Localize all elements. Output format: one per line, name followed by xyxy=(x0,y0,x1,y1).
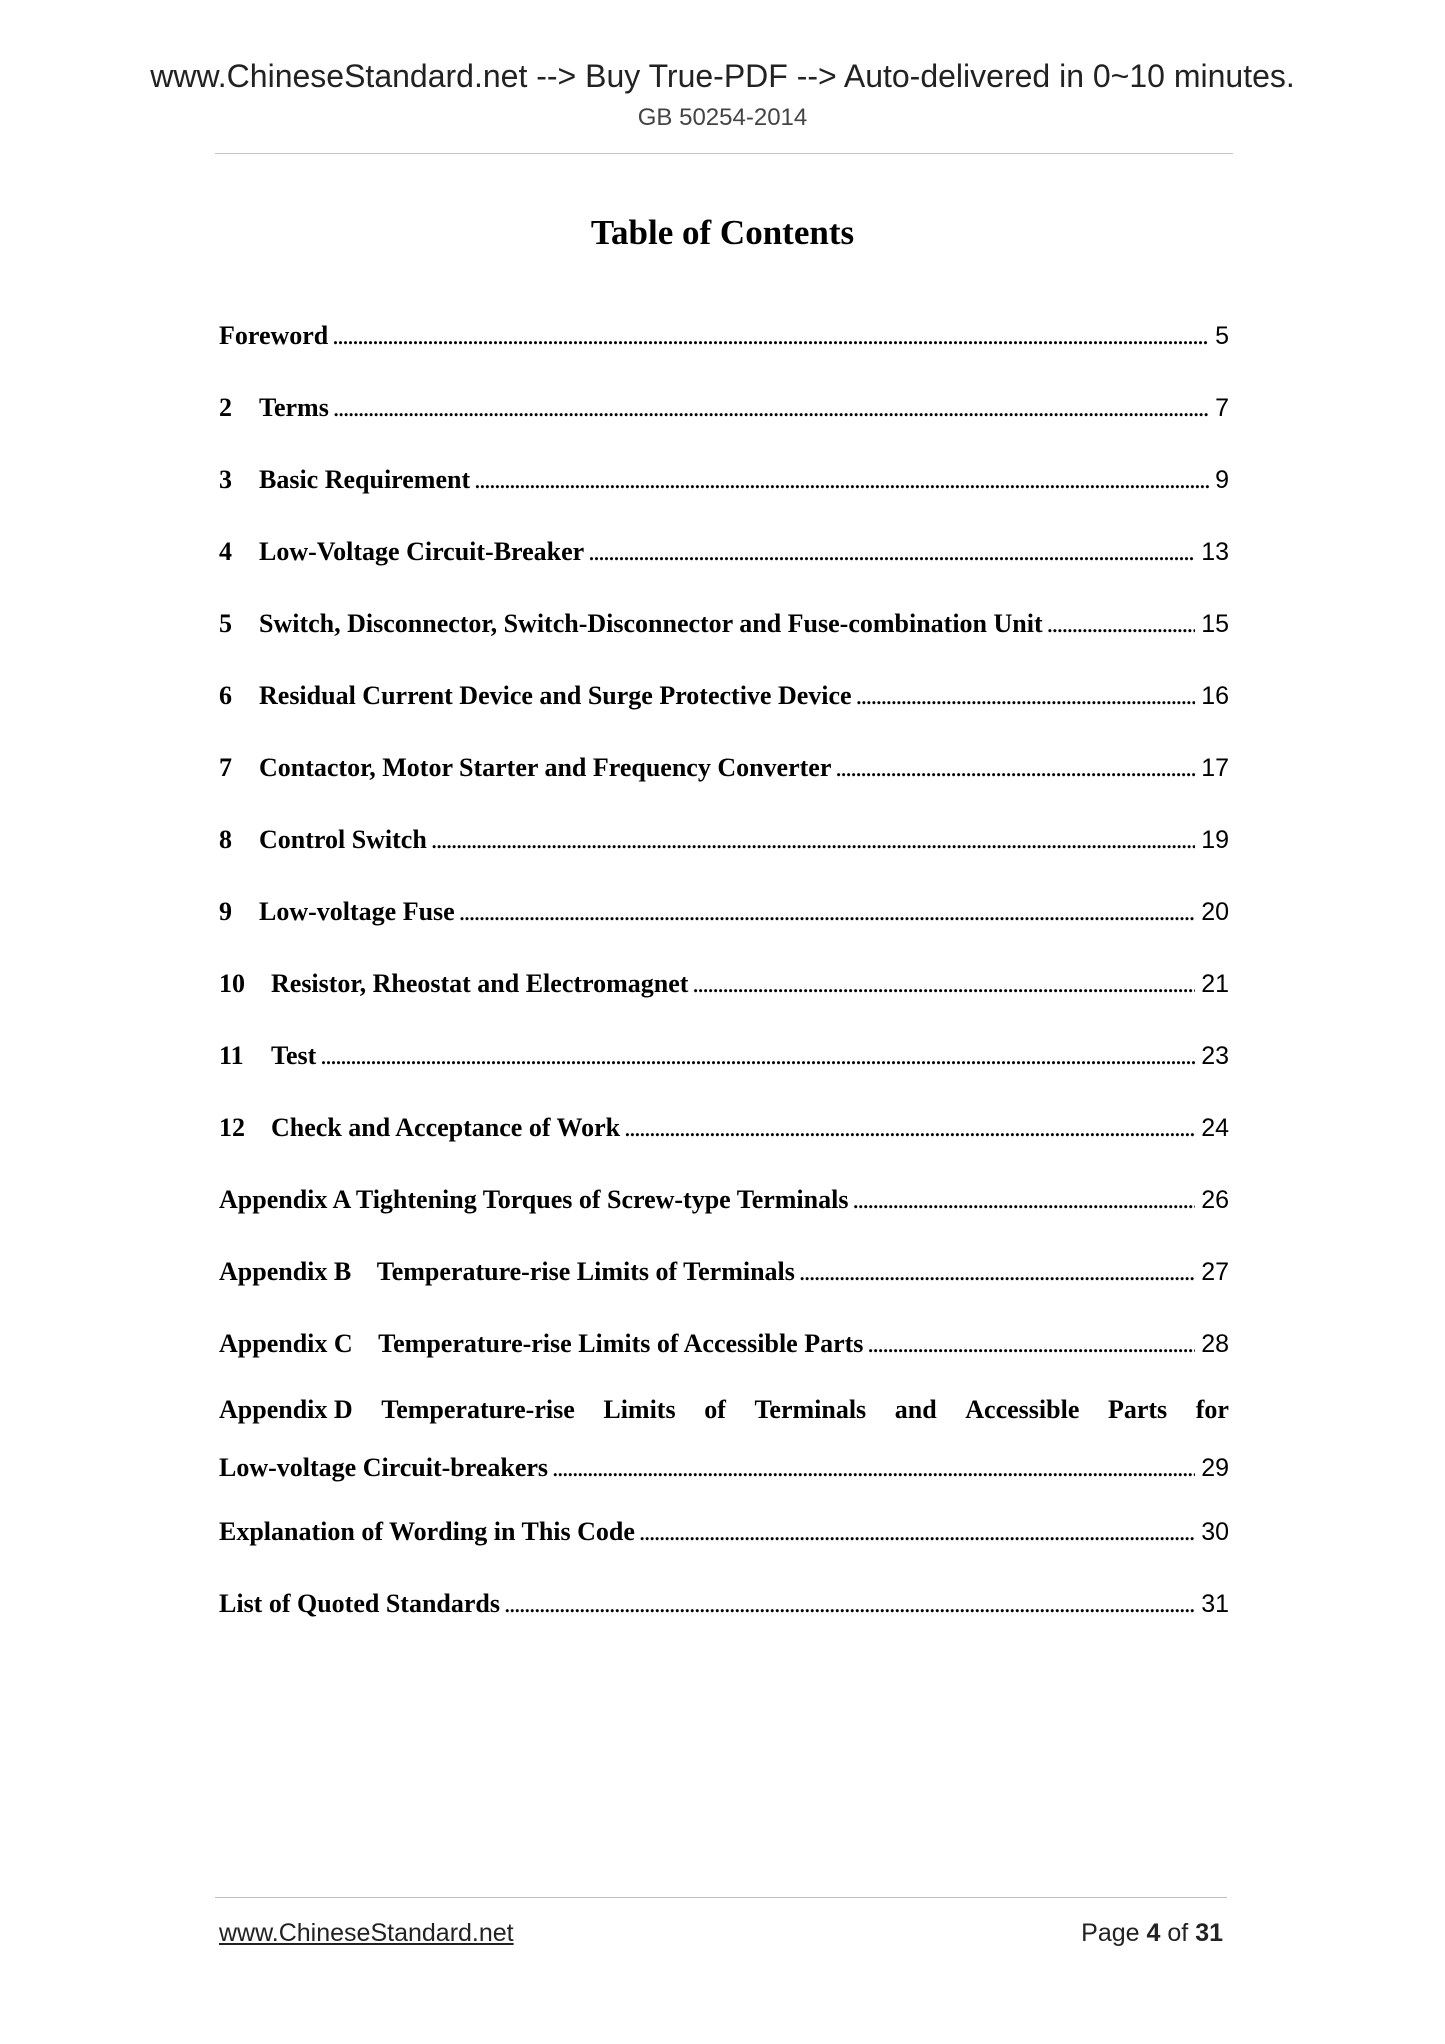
toc-entry-title: Check and Acceptance of Work xyxy=(271,1113,621,1142)
toc-entry-appendix-c[interactable] xyxy=(219,1308,1229,1380)
toc-entry-10[interactable] xyxy=(219,948,1229,1020)
toc-entry-title: Control Switch xyxy=(259,825,427,854)
leader-dots xyxy=(588,537,1195,567)
toc-entry-number: 11 xyxy=(219,1041,244,1070)
toc-entry-number: 3 xyxy=(219,465,232,494)
leader-dots xyxy=(856,681,1196,711)
title-word: for xyxy=(1195,1395,1229,1424)
header-banner: www.ChineseStandard.net --> Buy True-PDF --> Auto-delivered in 0~10 minutes. xyxy=(150,58,1295,94)
toc-entry-page: 17 xyxy=(1201,753,1229,782)
toc-entry-number: 5 xyxy=(219,609,232,638)
toc-entry-page: 21 xyxy=(1201,969,1229,998)
toc-entry-2[interactable] xyxy=(219,372,1229,444)
toc-entry-appendix-a[interactable] xyxy=(219,1164,1229,1236)
toc-entry-page: 13 xyxy=(1201,537,1229,566)
toc-entry-page: 23 xyxy=(1201,1041,1229,1070)
toc-entry-foreword[interactable] xyxy=(219,300,1229,372)
toc-entry-title: Basic Requirement xyxy=(259,465,471,494)
title-word: Appendix D xyxy=(219,1395,353,1424)
toc-entry-title: Low-Voltage Circuit-Breaker xyxy=(259,537,585,566)
toc-entry-title: Appendix B Temperature-rise Limits of Terminals xyxy=(219,1257,795,1286)
toc-entry-title: Appendix C Temperature-rise Limits of Accessible Parts xyxy=(219,1329,864,1358)
toc-entry-title-line1 xyxy=(219,1380,1229,1440)
toc-entry-title: Low-voltage Circuit-breakers xyxy=(219,1453,549,1482)
leader-dots xyxy=(459,897,1195,927)
toc-entry-page: 5 xyxy=(1215,321,1229,350)
toc-entry-number: 6 xyxy=(219,681,232,710)
toc-entry-7[interactable] xyxy=(219,732,1229,804)
toc-entry-page: 28 xyxy=(1201,1329,1229,1358)
toc-entry-9[interactable] xyxy=(219,876,1229,948)
standard-code: GB 50254-2014 xyxy=(637,104,808,131)
total-pages: 31 xyxy=(1195,1919,1223,1947)
toc-entry-12[interactable] xyxy=(219,1092,1229,1164)
toc-entry-4[interactable] xyxy=(219,516,1229,588)
toc-entry-number: 2 xyxy=(219,393,232,422)
header-divider xyxy=(215,153,1233,154)
title-word: Terminals xyxy=(754,1395,867,1424)
title-word: Parts xyxy=(1107,1395,1168,1424)
leader-dots xyxy=(474,465,1209,495)
toc-entry-appendix-d[interactable] xyxy=(219,1380,1229,1496)
toc-entry-page: 15 xyxy=(1201,609,1229,638)
toc-entry-number: 12 xyxy=(219,1113,245,1142)
table-of-contents xyxy=(219,300,1229,1640)
toc-entry-title: List of Quoted Standards xyxy=(219,1589,500,1618)
toc-entry-page: 16 xyxy=(1201,681,1229,710)
toc-entry-page: 31 xyxy=(1201,1589,1229,1618)
leader-dots xyxy=(639,1517,1195,1547)
page-of: of xyxy=(1167,1919,1189,1947)
title-word: of xyxy=(704,1395,726,1424)
leader-dots xyxy=(333,393,1209,423)
toc-entry-title: Terms xyxy=(259,393,329,422)
toc-entry-quoted-standards[interactable] xyxy=(219,1568,1229,1640)
toc-entry-number: 9 xyxy=(219,897,232,926)
current-page: 4 xyxy=(1146,1919,1161,1947)
page-indicator xyxy=(1081,1919,1223,1948)
toc-entry-number: 10 xyxy=(219,969,245,998)
toc-entry-page: 26 xyxy=(1201,1185,1229,1214)
toc-entry-title: Resistor, Rheostat and Electromagnet xyxy=(271,969,689,998)
footer-website-link[interactable]: www.ChineseStandard.net xyxy=(219,1919,514,1947)
toc-title: Table of Contents xyxy=(590,213,855,252)
toc-entry-page: 30 xyxy=(1201,1517,1229,1546)
leader-dots xyxy=(852,1185,1195,1215)
toc-entry-title: Low-voltage Fuse xyxy=(259,897,455,926)
leader-dots xyxy=(624,1113,1195,1143)
toc-entry-title-line2 xyxy=(219,1440,1229,1496)
footer-divider xyxy=(215,1897,1227,1898)
leader-dots xyxy=(835,753,1195,783)
toc-entry-title: Switch, Disconnector, Switch-Disconnector and Fuse-combination Unit xyxy=(259,609,1043,638)
title-word: Limits xyxy=(603,1395,676,1424)
toc-entry-3[interactable] xyxy=(219,444,1229,516)
title-word: and xyxy=(894,1395,937,1424)
leader-dots xyxy=(431,825,1195,855)
toc-entry-8[interactable] xyxy=(219,804,1229,876)
toc-entry-title: Explanation of Wording in This Code xyxy=(219,1517,635,1546)
toc-entry-number: 7 xyxy=(219,753,232,782)
title-word: Accessible xyxy=(965,1395,1080,1424)
toc-entry-page: 20 xyxy=(1201,897,1229,926)
toc-entry-6[interactable] xyxy=(219,660,1229,732)
leader-dots xyxy=(1047,609,1196,639)
toc-entry-page: 24 xyxy=(1201,1113,1229,1142)
toc-entry-page: 7 xyxy=(1215,393,1229,422)
toc-entry-title: Contactor, Motor Starter and Frequency Converter xyxy=(259,753,832,782)
title-word: Temperature-rise xyxy=(381,1395,575,1424)
leader-dots xyxy=(320,1041,1195,1071)
leader-dots xyxy=(552,1453,1195,1483)
leader-dots xyxy=(332,321,1209,351)
leader-dots xyxy=(799,1257,1195,1287)
toc-entry-page: 19 xyxy=(1201,825,1229,854)
leader-dots xyxy=(867,1329,1195,1359)
toc-entry-page: 27 xyxy=(1201,1257,1229,1286)
toc-entry-11[interactable] xyxy=(219,1020,1229,1092)
toc-entry-explanation[interactable] xyxy=(219,1496,1229,1568)
toc-entry-title: Foreword xyxy=(219,321,329,350)
toc-entry-title: Appendix A Tightening Torques of Screw-type Terminals xyxy=(219,1185,849,1214)
toc-entry-number: 4 xyxy=(219,537,232,566)
toc-entry-number: 8 xyxy=(219,825,232,854)
toc-entry-title: Test xyxy=(271,1041,317,1070)
toc-entry-appendix-b[interactable] xyxy=(219,1236,1229,1308)
leader-dots xyxy=(692,969,1195,999)
leader-dots xyxy=(504,1589,1195,1619)
toc-entry-page: 9 xyxy=(1215,465,1229,494)
toc-entry-5[interactable] xyxy=(219,588,1229,660)
page-prefix: Page xyxy=(1081,1919,1140,1947)
toc-entry-title: Residual Current Device and Surge Protective Device xyxy=(259,681,852,710)
toc-entry-page: 29 xyxy=(1201,1453,1229,1482)
